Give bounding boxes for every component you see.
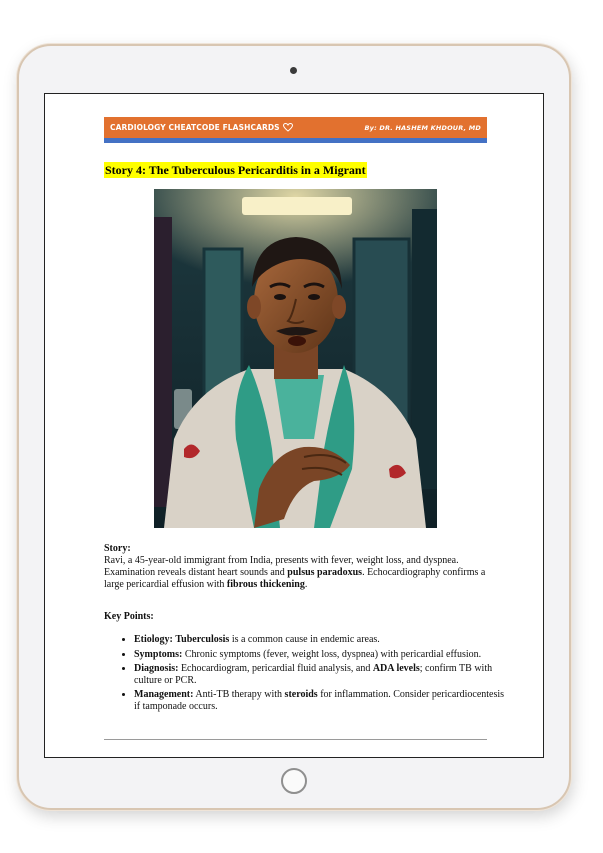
key-point-text: ; confirm TB with culture or PCR. [134, 663, 493, 686]
story-bold-fibrous: fibrous thickening [226, 579, 305, 590]
home-button[interactable] [281, 768, 307, 794]
key-point-label: Diagnosis: [134, 663, 179, 674]
key-point-bold: steroids [284, 689, 318, 700]
story-title: Story 4: The Tuberculous Pericarditis in a Migrant [105, 163, 366, 177]
list-item [134, 663, 509, 686]
key-point-text: Chronic symptoms (fever, weight loss, dyspnea) with pericardial effusion. [182, 648, 482, 660]
flashcard-header [104, 117, 487, 138]
story-paragraph [104, 555, 489, 591]
story-heading: Story: [104, 543, 131, 554]
header-author: By: DR. HASHEM KHDOUR, MD [364, 123, 481, 132]
list-item [134, 689, 509, 712]
key-point-label: Symptoms: [134, 648, 183, 660]
divider [104, 739, 487, 740]
heart-icon [283, 123, 293, 132]
key-points-heading: Key Points: [104, 611, 154, 622]
patient-illustration [154, 189, 437, 528]
key-point-bold: ADA levels [372, 663, 420, 674]
key-point-text: is a common cause in endemic areas. [229, 634, 380, 645]
key-points-list [118, 634, 509, 715]
key-point-text: Echocardiogram, pericardial fluid analysis, and [178, 663, 373, 674]
key-point-bold: Tuberculosis [175, 634, 230, 645]
header-title-text: CARDIOLOGY CHEATCODE FLASHCARDS [110, 123, 280, 132]
story-text-3: . [304, 579, 308, 590]
key-point-text: Anti-TB therapy with [193, 689, 285, 700]
key-point-text: for inflammation. Consider pericardiocentesis if tamponade occurs. [134, 689, 505, 712]
key-point-label: Etiology: [134, 634, 173, 645]
story-bold-pulsus: pulsus paradoxus [287, 567, 363, 578]
list-item [134, 649, 509, 661]
story-text-2: . Echocardiography confirms a large pericardial effusion with [104, 567, 486, 590]
tablet-screen [44, 93, 544, 758]
header-stripe [104, 138, 487, 143]
header-title [110, 123, 293, 132]
list-item [134, 634, 509, 646]
story-text-1: Ravi, a 45-year-old immigrant from India, presents with fever, weight loss, and dyspnea. Examination reveals distant heart sounds and [104, 555, 459, 578]
camera-icon [290, 67, 297, 74]
key-point-label: Management: [134, 689, 194, 700]
